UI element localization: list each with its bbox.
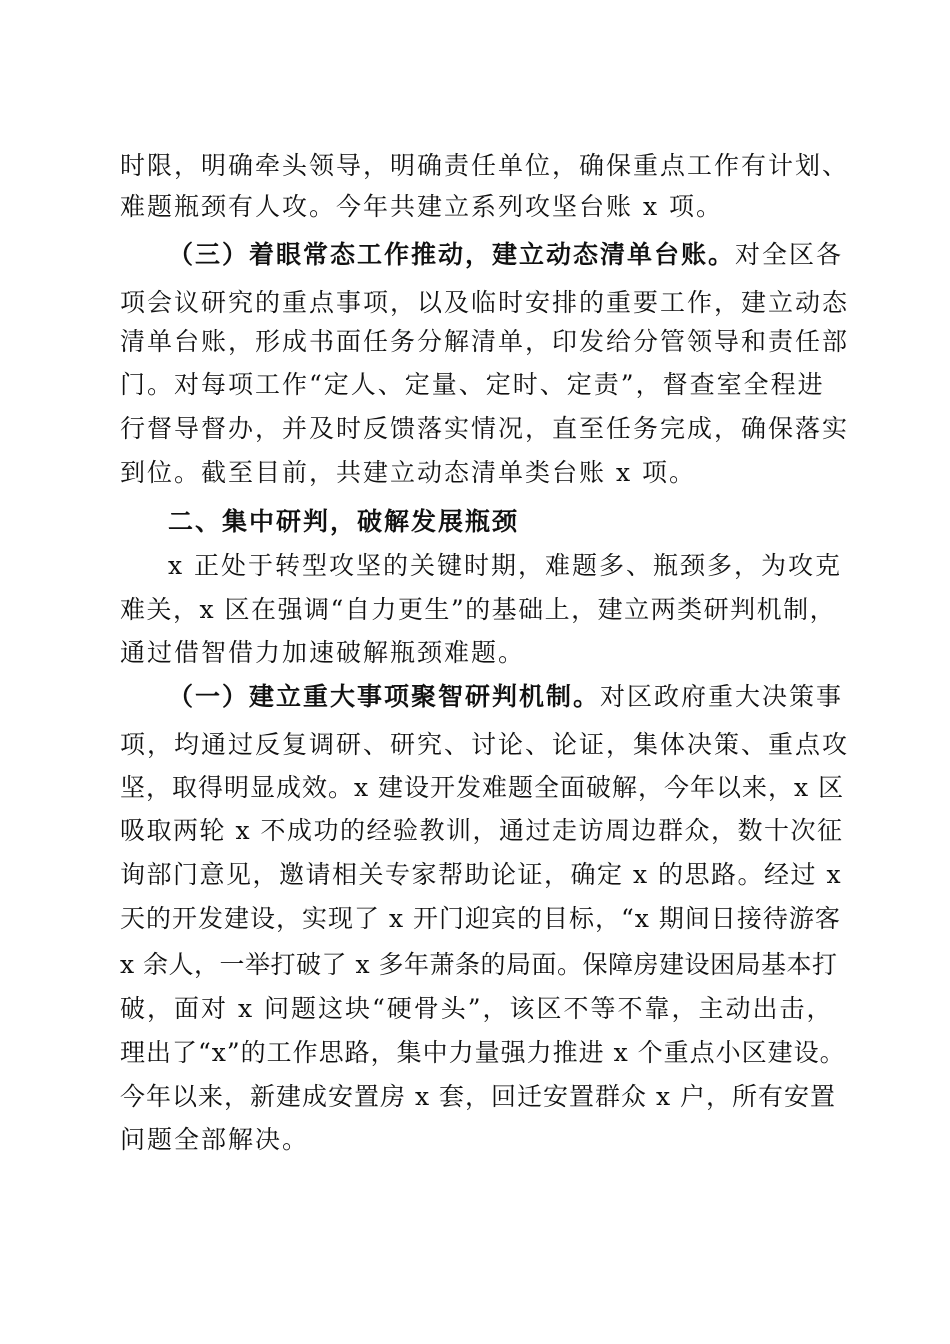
paragraph4-line11: 问题全部解决。 bbox=[120, 1125, 310, 1154]
paragraph2-line4: 门。对每项工作“定人、定量、定时、定责”，督查室全程进 bbox=[120, 370, 825, 399]
paragraph4-line4: 吸取两轮 x 不成功的经验教训，通过走访周边群众，数十次征 bbox=[120, 816, 844, 845]
paragraph3-line2: 难关，x 区在强调“自力更生”的基础上，建立两类研判机制， bbox=[120, 595, 837, 624]
paragraph3-line3: 通过借智借力加速破解瓶颈难题。 bbox=[120, 638, 526, 667]
paragraph2-bold-lead: （三）着眼常态工作推动，建立动态清单台账。 bbox=[168, 240, 736, 269]
paragraph4-line6: 天的开发建设，实现了 x 开门迎宾的目标，“x 期间日接待游客 bbox=[120, 904, 841, 933]
paragraph1-line2: 难题瓶颈有人攻。今年共建立系列攻坚台账 x 项。 bbox=[120, 192, 723, 221]
paragraph4-line3: 坚，取得明显成效。x 建设开发难题全面破解，今年以来，x 区 bbox=[120, 773, 845, 802]
paragraph4-line7: x 余人，一举打破了 x 多年萧条的局面。保障房建设困局基本打 bbox=[120, 950, 838, 979]
paragraph4-line5: 询部门意见，邀请相关专家帮助论证，确定 x 的思路。经过 x bbox=[120, 860, 843, 889]
paragraph3-line1: x 正处于转型攻坚的关键时期，难题多、瓶颈多，为攻克 bbox=[168, 551, 843, 580]
paragraph4-bold-lead: （一）建立重大事项聚智研判机制。 bbox=[168, 682, 601, 711]
paragraph4-line8: 破，面对 x 问题这块“硬骨头”，该区不等不靠，主动出击， bbox=[120, 994, 834, 1023]
paragraph4-line1-rest: 对区政府重大决策事 bbox=[600, 682, 844, 711]
paragraph4-line2: 项，均通过反复调研、研究、讨论、论证，集体决策、重点攻 bbox=[120, 730, 850, 759]
paragraph2-line1-rest: 对全区各 bbox=[735, 240, 844, 269]
paragraph2-line2: 项会议研究的重点事项，以及临时安排的重要工作，建立动态 bbox=[120, 288, 850, 317]
paragraph4-line9: 理出了“x”的工作思路，集中力量强力推进 x 个重点小区建设。 bbox=[120, 1038, 846, 1067]
paragraph2-line1 bbox=[168, 240, 843, 270]
section2-heading: 二、集中研判，破解发展瓶颈 bbox=[168, 507, 520, 536]
paragraph4-line1 bbox=[168, 682, 843, 712]
paragraph1-line1: 时限，明确牵头领导，明确责任单位，确保重点工作有计划、 bbox=[120, 151, 850, 180]
paragraph2-line5: 行督导督办，并及时反馈落实情况，直至任务完成，确保落实 bbox=[120, 414, 850, 443]
paragraph2-line6: 到位。截至目前，共建立动态清单类台账 x 项。 bbox=[120, 458, 696, 487]
paragraph4-line10: 今年以来，新建成安置房 x 套，回迁安置群众 x 户，所有安置 bbox=[120, 1082, 836, 1111]
paragraph2-line3: 清单台账，形成书面任务分解清单，印发给分管领导和责任部 bbox=[120, 327, 850, 356]
